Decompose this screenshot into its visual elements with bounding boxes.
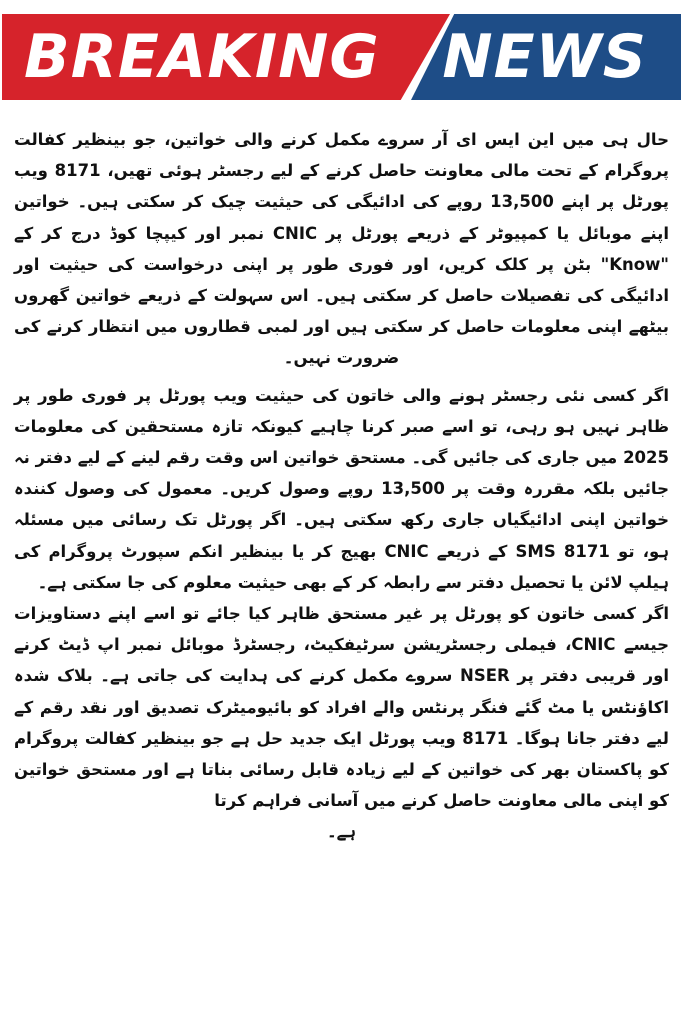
article-paragraph-1: حال ہی میں این ایس ای آر سروے مکمل کرنے والی خواتین، جو بینظیر کفالت پروگرام کے تحت مالی معاونت حاصل کرنے کے لیے رجسٹر ہوئی تھیں، 8171 ویب پورٹل پر اپنے 13,500 روپے کی ادائیگی کی حیثیت چیک کر سکتی ہیں۔ خواتین اپنے موبائل یا کمپیوٹر کے ذریعے پورٹل پر CNIC نمبر اور کیپچا کوڈ درج کر کے "Know" بٹن پر کلک کریں، اور فوری طور پر اپنی درخواست کی حیثیت اور ادائیگی کی تفصیلات حاصل کر سکتی ہیں۔ اس سہولت کے ذریعے خواتین گھروں بیٹھے اپنی معلومات حاصل کر سکتی ہیں اور لمبی قطاروں میں انتظار کرنے کی ضرورت نہیں۔	[14, 130, 669, 368]
article-paragraph-3: اگر کسی خاتون کو پورٹل پر غیر مستحق ظاہر کیا جائے تو اسے اپنے دستاویزات جیسے CNIC، فیملی رجسٹریشن سرٹیفکیٹ، رجسٹرڈ موبائل نمبر اپ ڈیٹ کرنے اور قریبی دفتر پر NSER سروے مکمل کرنے کی ہدایت کی جاتی ہے۔ بلاک شدہ اکاؤنٹس یا مٹ گئے فنگر پرنٹس والے افراد کو بائیومیٹرک تصدیق اور نقد رقم کے لیے دفتر جانا ہوگا۔ 8171 ویب پورٹل ایک جدید حل ہے جو بینظیر کفالت پروگرام کو پاکستان بھر کی خواتین کے لیے زیادہ قابل رسائی بناتا ہے اور مستحق خواتین کو اپنی مالی معاونت حاصل کرنے میں آسانی فراہم کرتا	[14, 604, 670, 811]
article-body	[14, 124, 669, 848]
banner-word-news: NEWS	[442, 22, 647, 92]
article-closing: ہے۔	[326, 822, 356, 842]
banner-word-breaking: BREAKING	[24, 22, 380, 92]
article-paragraph-2: اگر کسی نئی رجسٹر ہونے والی خاتون کی حیثیت ویب پورٹل پر فوری طور پر ظاہر نہیں ہو رہی، تو اسے صبر کرنا چاہیے کیونکہ تازہ مستحقین کی معلومات 2025 میں جاری کی جائیں گی۔ مستحق خواتین اس وقت رقم لینے کے لیے دفتر نہ جائیں بلکہ مقررہ وقت پر 13,500 روپے وصول کریں۔ معمول کی وصول کنندہ خواتین اپنی ادائیگیاں جاری رکھ سکتی ہیں۔ اگر پورٹل تک رسائی میں مسئلہ ہو، تو 8171 SMS کے ذریعے CNIC بھیج کر یا بینظیر انکم سپورٹ پروگرام کی ہیلپ لائن یا تحصیل دفتر سے رابطہ کر کے بھی حیثیت معلوم کی جا سکتی ہے۔	[14, 385, 670, 592]
breaking-news-banner	[2, 14, 681, 100]
